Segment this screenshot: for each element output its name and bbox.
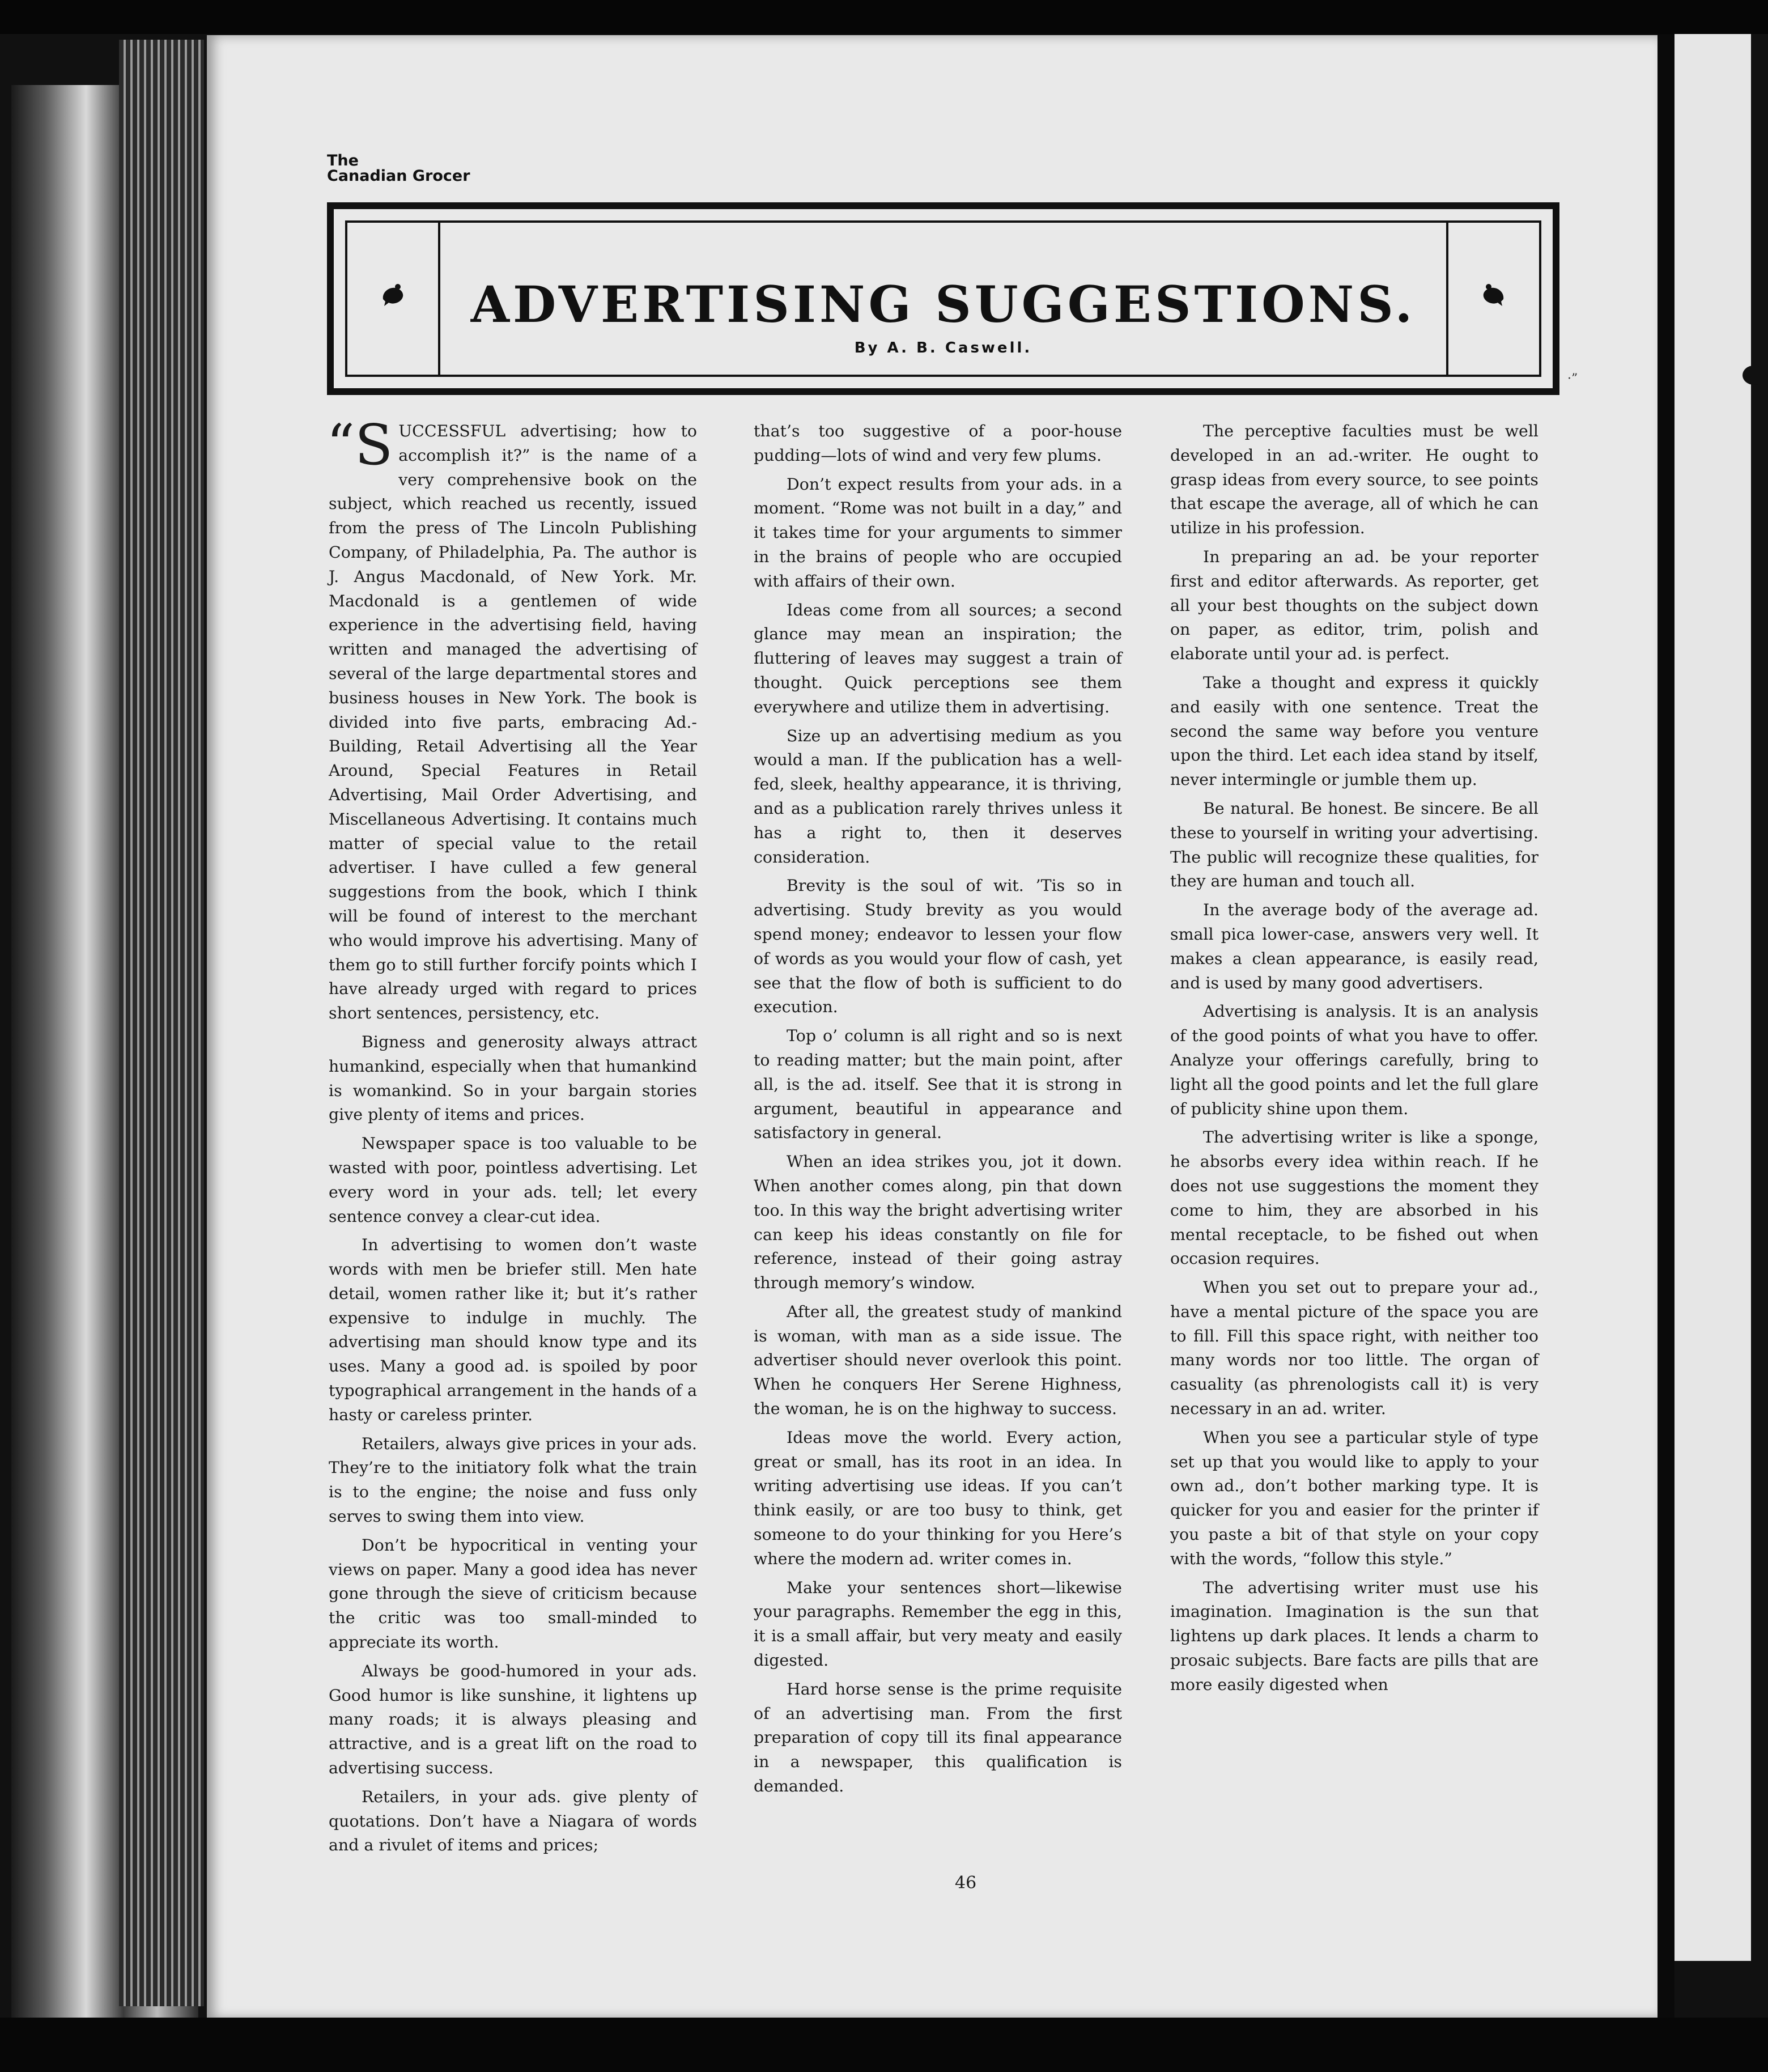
paragraph: Be natural. Be honest. Be sincere. Be all these to yourself in writing your advertising. The public will recognize these qualities, for they are human and touch all. (1170, 799, 1538, 891)
paragraph: Newspaper space is too valuable to be wasted with poor, pointless advertising. Let every word in your ads. tell; let every sentence convey a clear-cut idea. (329, 1134, 697, 1226)
paragraph: The perceptive faculties must be well developed in an ad.-writer. He ought to grasp ideas from every source, to see points that escape the average, all of which he can utilize in his profession. (1170, 422, 1538, 538)
paragraph: that’s too suggestive of a poor-house pudding—lots of wind and very few plums. (754, 422, 1122, 465)
paragraph: When an idea strikes you, jot it down. When another comes along, pin that down too. In this way the bright advertising writer can keep his ideas constantly on file for reference, instead of their going astray through memory’s window. (754, 1152, 1122, 1293)
text-column-3 (1170, 419, 1538, 1702)
drop-cap: “S (326, 413, 393, 478)
title-frame (327, 202, 1559, 395)
scan-top-border (0, 0, 1768, 34)
paragraph: Size up an advertising medium as you would a man. If the publication has a well-fed, sleek, healthy appearance, it is thriving, and as a publication rarely thrives unless it has a right to, then it deserves consideration. (754, 726, 1122, 867)
paragraph: Always be good-humored in your ads. Good humor is like sunshine, it lightens up many roads; it is always pleasing and attractive, and is a great lift on the road to advertising success. (329, 1661, 697, 1778)
masthead-line-2: Canadian Grocer (327, 167, 470, 185)
article-title: ADVERTISING SUGGESTIONS. (470, 275, 1416, 334)
paragraph: “SUCCESSFUL advertising; how to accomplish it?” is the name of a very comprehensive book on the subject, which reached us recently, issued from the press of The Lincoln Publishing Company, of Philadelphia, Pa. The author is J. Angus Macdonald, of New York. Mr. Macdonald is a gentlemen of wide experience in the advertising field, having written and managed the advertising of several of the large departmental stores and business houses in New York. The book is divided into five parts, embracing Ad.-Building, Retail Advertising all the Year Around, Special Features in Retail Advertising, Mail Order Advertising, and Miscellaneous Advertising. It contains much matter of special value to the retail advertiser. I have culled a few general suggestions from the book, which I think will be found of interest to the merchant who would improve his advertising. Many of them go to still further forcify points which I have already urged with regard to prices short sentences, persistency, etc. (326, 413, 697, 1023)
gutter-shadow (1658, 34, 1674, 2018)
paragraph: Brevity is the soul of wit. ’Tis so in advertising. Study brevity as you would spend money; endeavor to lessen your flow of words as you would your flow of cash, yet see that the flow of both is sufficient to do execution. (754, 876, 1122, 1017)
facing-page-edge (1674, 34, 1751, 1961)
paragraph: Bigness and generosity always attract humankind, especially when that humankind is womankind. So in your bargain stories give plenty of items and prices. (329, 1032, 697, 1124)
title-inner-frame (345, 220, 1541, 377)
text-column-2 (754, 419, 1122, 1803)
paragraph: Retailers, always give prices in your ads. They’re to the initiatory folk what the train is to the engine; the noise and fuss only serves to swing them into view. (329, 1434, 697, 1526)
paragraph: Hard horse sense is the prime requisite of an advertising man. From the first preparation of copy till its final appearance in a newspaper, this qualification is demanded. (754, 1679, 1122, 1796)
paragraph: Top o’ column is all right and so is next to reading matter; but the main point, after all, is the ad. itself. See that it is strong in argument, beautiful in appearance and satisfactory in general. (754, 1026, 1122, 1143)
article-byline: By A. B. Caswell. (854, 339, 1032, 356)
paragraph: Take a thought and express it quickly and easily with one sentence. Treat the second the same way before you venture upon the third. Let each idea stand by itself, never intermingle or jumble them up. (1170, 673, 1538, 789)
paragraph: When you set out to prepare your ad., have a mental picture of the space you are to fill. Fill this space right, with neither too many words nor too little. The organ of casuality (as phrenologists call it) is very necessary in an ad. writer. (1170, 1278, 1538, 1419)
running-head (327, 153, 470, 184)
paragraph: In advertising to women don’t waste words with men be briefer still. Men hate detail, women rather like it; but it’s rather expensive to indulge in muchly. The advertising man should know type and its uses. Many a good ad. is spoiled by poor typographical arrangement in the hands of a hasty or careless printer. (329, 1235, 697, 1424)
paragraph: Don’t be hypocritical in venting your views on paper. Many a good idea has never gone through the sieve of criticism because the critic was too small-minded to appreciate its worth. (329, 1535, 697, 1652)
masthead-line-1: The (327, 152, 359, 169)
paragraph: In preparing an ad. be your reporter first and editor afterwards. As reporter, get all your best thoughts on the subject down on paper, as editor, trim, polish and elaborate until your ad. is perfect. (1170, 547, 1538, 664)
paragraph: Don’t expect results from your ads. in a moment. “Rome was not built in a day,” and it takes time for your arguments to simmer in the brains of people who are occupied with affairs of their own. (754, 474, 1122, 591)
paragraph: Retailers, in your ads. give plenty of quotations. Don’t have a Niagara of words and a rivulet of items and prices; (329, 1787, 697, 1855)
paragraph: Ideas come from all sources; a second glance may mean an inspiration; the fluttering of leaves may suggest a train of thought. Quick perceptions see them everywhere and utilize them in advertising. (754, 600, 1122, 716)
print-mark: ·” (1567, 372, 1578, 386)
paragraph: After all, the greatest study of mankind is woman, with man as a side issue. The advertiser should never overlook this point. When he conquers Her Serene Highness, the woman, he is on the highway to success. (754, 1302, 1122, 1419)
paragraph: When you see a particular style of type set up that you would like to apply to your own ad., don’t bother marking type. It is quicker for you and easier for the printer if you paste a bit of that style on your copy with the words, “follow this style.” (1170, 1428, 1538, 1568)
paragraph: Make your sentences short—likewise your paragraphs. Remember the egg in this, it is a small affair, but very meaty and easily digested. (754, 1578, 1122, 1670)
paragraph: Advertising is analysis. It is an analysis of the good points of what you have to offer. Analyze your offerings carefully, bring to light all the good points and let the full glare of publicity shine upon them. (1170, 1002, 1538, 1118)
paragraph: In the average body of the average ad. small pica lower-case, answers very well. It makes a clean appearance, is easily read, and is used by many good advertisers. (1170, 901, 1538, 992)
page-number: 46 (955, 1873, 977, 1893)
paragraph: The advertising writer is like a sponge, he absorbs every idea within reach. If he does not use suggestions the moment they come to him, they are absorbed in his mental receptacle, to be fished out when occasion requires. (1170, 1128, 1538, 1268)
scan-bottom-border (0, 2018, 1768, 2072)
text-column-1 (326, 413, 697, 1862)
paragraph: Ideas move the world. Every action, great or small, has its root in an idea. In writing advertising use ideas. If you can’t think easily, or are too busy to think, get someone to do your thinking for you Here’s where the modern ad. writer comes in. (754, 1428, 1122, 1568)
paragraph: The advertising writer must use his imagination. Imagination is the sun that lightens up dark places. It lends a charm to prosaic subjects. Bare facts are pills that are more easily digested when (1170, 1578, 1538, 1694)
page-stack-edge (119, 40, 204, 2006)
scan-marker-tail (1752, 374, 1768, 379)
